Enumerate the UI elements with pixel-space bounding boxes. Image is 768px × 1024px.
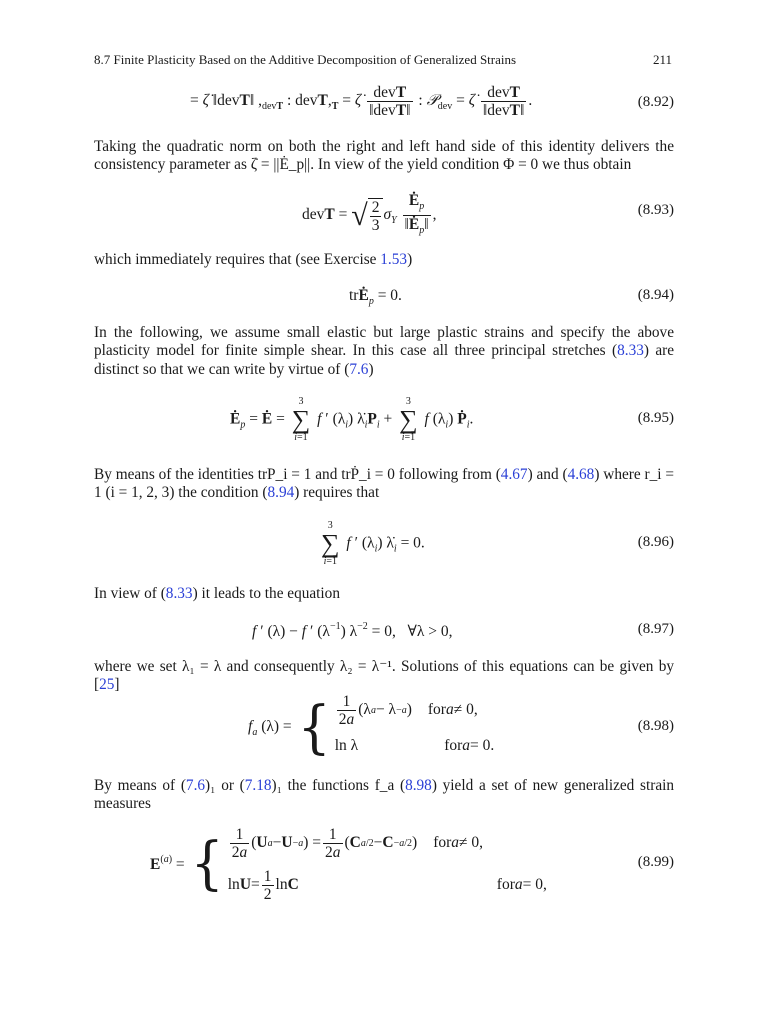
- equation-8-98: $f_a$ (λ) = { $\frac{1}{2a}$ (λ a − λ −a ) for a ≠ 0, ln λ for a = 0. (8.98): [248, 692, 674, 761]
- equation-8-95: $Ė_p$ = Ė = 3 ∑ i=1 f ′ $(\lambda_i)$ $\lambdȧ_iP_i$ + 3 ∑ i=1 f $(\lambda_i)$ Ṗ$_i$. (8.95): [230, 396, 674, 443]
- equation-number: (8.95): [637, 410, 674, 426]
- equation-link[interactable]: 8.94: [267, 484, 295, 502]
- equation-link[interactable]: 8.98: [405, 777, 432, 794]
- page-number: 211: [652, 52, 672, 67]
- equation-link[interactable]: 7.18: [244, 777, 272, 794]
- equation-link[interactable]: 7.6: [185, 777, 206, 794]
- equation-8-97: f ′ (λ) − f ′ $(\lambda^{-1}) \lambda^{-2} = 0$, ∀λ > 0, (8.97): [252, 621, 674, 640]
- equation-number: (8.97): [637, 621, 674, 637]
- equation-link[interactable]: 8.33: [165, 585, 193, 602]
- equation-link[interactable]: 7.6: [349, 360, 369, 378]
- equation-link[interactable]: 8.33: [617, 342, 644, 360]
- equation-8-93: devT = √ $\frac{2}{3}$ $\sigma_Y$ $\frac{Ė_p}{‖Ė_p‖}$ , (8.93): [94, 192, 674, 240]
- equation-number: (8.94): [637, 287, 674, 303]
- paragraph-consistency: Taking the quadratic norm on both the right and left hand side of this identity delivers the consistency parameter as ζ̇ = ||Ė_p||. In view of the yield condition Φ = 0 we thus obtain: [94, 138, 674, 174]
- equation-link[interactable]: 4.68: [567, 466, 595, 483]
- equation-link[interactable]: 4.67: [500, 466, 528, 483]
- paragraph-solutions: where we set λ₁ = λ and consequently λ₂ = λ⁻¹. Solutions of this equations can be given by [25]: [94, 658, 674, 694]
- equation-number: (8.98): [637, 718, 674, 734]
- paragraph-identities: By means of the identities trP_i = 1 and trṖ_i = 0 following from (4.67) and (4.68) where r_i = 1 (i = 1, 2, 3) the condition (8.94) requires that: [94, 466, 674, 502]
- section-title: 8.7 Finite Plasticity Based on the Additive Decomposition of Generalized Strains: [94, 52, 517, 67]
- paragraph-strain-measures: By means of (7.6)₁ or (7.18)₁ the functions f_a (8.98) yield a set of new generalized strain measures: [94, 777, 675, 813]
- equation-number: (8.92): [637, 94, 674, 110]
- equation-8-96: 3 ∑ i=1 f ′ $(\lambda_i)$ $\lambdȧ_i = 0$. (8.96): [321, 520, 674, 567]
- equation-number: (8.99): [637, 854, 674, 870]
- equation-8-94: trĖ$_p$ = 0. (8.94): [349, 287, 674, 307]
- equation-8-92: = ζ̇ ‖devT‖ $,_{devT}$ : $devT,_T$ = ζ̇ $\frac{\text{devT}}{\text{‖devT‖}}$ : 𝒫$_{dev}$ = ζ̇ $\frac{\text{devT}}{\text{‖devT‖}}$ . (8.92): [190, 84, 674, 119]
- paragraph-simple-shear: In the following, we assume small elastic but large plastic strains and specify the above plasticity model for finite simple shear. In this case all three principal stretches (8.33) are distinct so that we can write by virtue of (7.6): [94, 324, 674, 378]
- equation-number: (8.96): [637, 534, 674, 550]
- paragraph-view: In view of (8.33) it leads to the equation: [94, 585, 340, 602]
- running-header: [94, 52, 672, 70]
- exercise-link[interactable]: 1.53: [380, 251, 408, 268]
- equation-number: (8.93): [637, 202, 674, 218]
- reference-link[interactable]: 25: [99, 676, 115, 694]
- equation-8-99: $E^{(a)}$ = { $\frac{1}{2a}$ ( U a − U −a ) = $\frac{1}{2a}$ ( C a/2 − C −a/2 ) for a ≠ 0, ln U = $\frac{1}{2}$ ln C for a = 0, (8.99): [150, 825, 674, 903]
- paragraph-exercise: which immediately requires that (see Exercise 1.53): [94, 251, 413, 268]
